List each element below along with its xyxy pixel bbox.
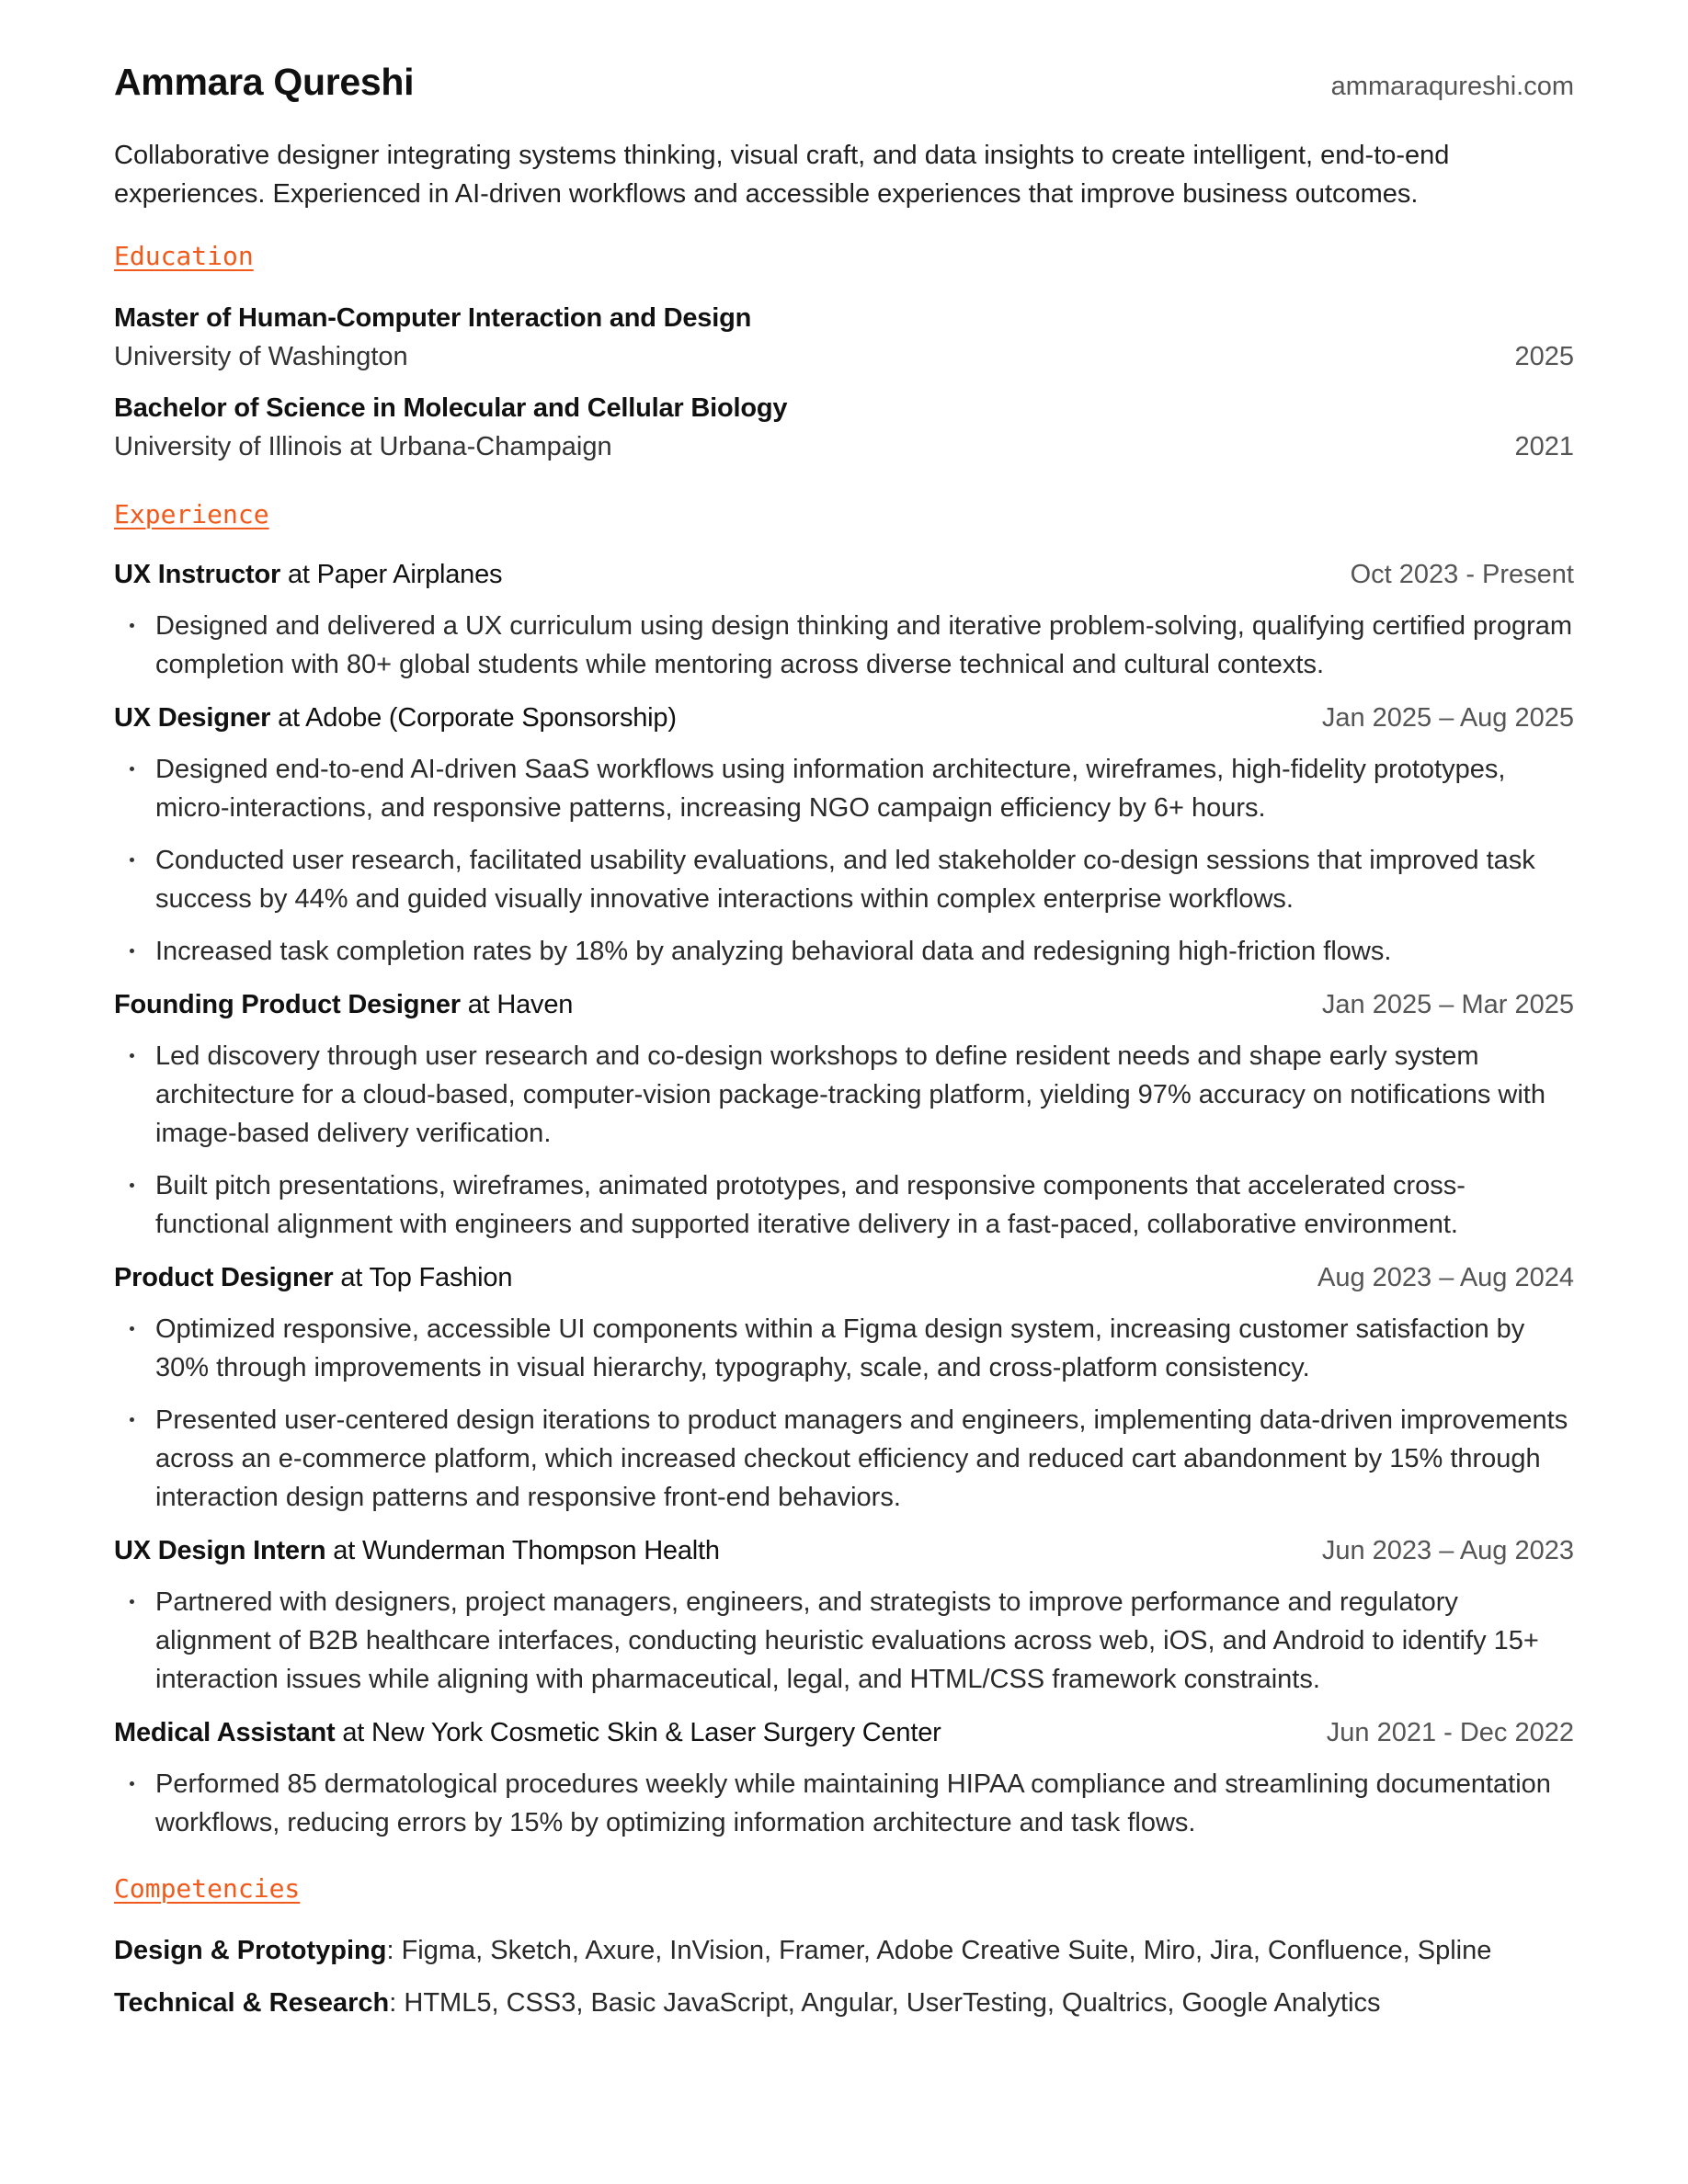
job-connector: at	[460, 990, 497, 1019]
job-connector: at	[333, 1263, 370, 1292]
bullet-dot-icon	[130, 623, 134, 628]
job-bullets	[114, 1583, 1574, 1699]
bullet-dot-icon	[130, 1781, 134, 1786]
job-title	[114, 1713, 941, 1752]
job-role: UX Instructor	[114, 560, 281, 589]
bullet-text: Presented user-centered design iterations to product managers and engineers, implementing data-driven improvements across an e-commerce platform, which increased checkout efficiency and reduced cart abandonment by 15% through interaction design patterns and responsive front-end behaviors.	[155, 1405, 1568, 1512]
job-header	[114, 985, 1574, 1024]
education-heading: Education	[114, 241, 254, 271]
job-bullets	[114, 1037, 1574, 1244]
competency-row	[114, 1931, 1574, 1970]
job-bullet	[114, 1166, 1574, 1244]
job-bullet	[114, 750, 1574, 827]
bullet-text: Performed 85 dermatological procedures weekly while maintaining HIPAA compliance and streamlining documentation workflows, reducing errors by 15% by optimizing information architecture and task flows.	[155, 1769, 1551, 1837]
bullet-text: Built pitch presentations, wireframes, animated prototypes, and responsive components that accelerated cross-functional alignment with engineers and supported iterative delivery in a fast-paced, collaborative environment.	[155, 1171, 1466, 1239]
job-entry	[114, 985, 1574, 1244]
job-bullets	[114, 1310, 1574, 1517]
job-title	[114, 699, 677, 737]
job-entry	[114, 1713, 1574, 1842]
competency-value: Figma, Sketch, Axure, InVision, Framer, Adobe Creative Suite, Miro, Jira, Confluence, Spline	[401, 1936, 1492, 1965]
job-role: UX Design Intern	[114, 1536, 326, 1565]
job-entry	[114, 699, 1574, 971]
competency-label: Technical & Research	[114, 1988, 390, 2018]
job-dates: Jan 2025 – Mar 2025	[1321, 990, 1574, 1019]
competencies-heading: Competencies	[114, 1873, 301, 1904]
job-bullet	[114, 607, 1574, 684]
graduation-year: 2021	[1514, 432, 1574, 461]
job-connector: at	[335, 1718, 371, 1747]
competency-separator: :	[389, 1988, 405, 2018]
job-connector: at	[325, 1536, 362, 1565]
bullet-dot-icon	[130, 858, 134, 862]
candidate-name: Ammara Qureshi	[114, 61, 415, 103]
job-entry	[114, 1258, 1574, 1517]
job-bullet	[114, 1037, 1574, 1153]
bullet-dot-icon	[130, 767, 134, 771]
bullet-dot-icon	[130, 949, 134, 953]
bullet-dot-icon	[130, 1183, 134, 1188]
job-connector: at	[280, 560, 317, 589]
profile-summary: Collaborative designer integrating systems thinking, visual craft, and data insights to create intelligent, end-to-end experiences. Experienced in AI-driven workflows and accessible experiences that improve business outcomes.	[114, 141, 1450, 209]
resume-page	[114, 61, 1574, 2036]
job-company: Top Fashion	[369, 1263, 513, 1292]
education-section	[114, 241, 1574, 466]
school-name: University of Illinois at Urbana-Champaign	[114, 432, 612, 461]
job-company: New York Cosmetic Skin & Laser Surgery Center	[371, 1718, 941, 1747]
school-name: University of Washington	[114, 342, 408, 371]
competency-row	[114, 1984, 1574, 2022]
job-bullet	[114, 1765, 1574, 1842]
job-dates: Jun 2023 – Aug 2023	[1321, 1536, 1574, 1565]
job-role: Product Designer	[114, 1263, 334, 1292]
bullet-dot-icon	[130, 1599, 134, 1604]
experience-list	[114, 555, 1574, 1842]
job-header	[114, 1258, 1574, 1297]
job-company: Wunderman Thompson Health	[361, 1536, 720, 1565]
job-entry	[114, 1531, 1574, 1699]
bullet-text: Conducted user research, facilitated usability evaluations, and led stakeholder co-design sessions that improved task success by 44% and guided visually innovative interactions within complex enterprise workflows.	[155, 846, 1535, 914]
job-company: Paper Airplanes	[316, 560, 503, 589]
competency-separator: :	[386, 1936, 402, 1965]
competency-value: HTML5, CSS3, Basic JavaScript, Angular, UserTesting, Qualtrics, Google Analytics	[404, 1988, 1381, 2018]
degree-title: Bachelor of Science in Molecular and Cellular Biology	[114, 393, 788, 423]
education-item	[114, 389, 1574, 466]
job-header	[114, 1531, 1574, 1570]
experience-section	[114, 499, 1574, 1842]
graduation-year: 2025	[1514, 342, 1574, 371]
bullet-text: Designed and delivered a UX curriculum using design thinking and iterative problem-solving, qualifying certified program completion with 80+ global students while mentoring across diverse technical and cultural contexts.	[155, 611, 1573, 679]
job-dates: Aug 2023 – Aug 2024	[1317, 1263, 1574, 1292]
job-role: UX Designer	[114, 703, 271, 733]
job-bullets	[114, 607, 1574, 684]
job-company: Adobe (Corporate Sponsorship)	[305, 703, 677, 733]
job-title	[114, 1258, 512, 1297]
website-link[interactable]: ammaraqureshi.com	[1330, 72, 1574, 101]
job-dates: Jun 2021 - Dec 2022	[1326, 1718, 1574, 1747]
competencies-list	[114, 1931, 1574, 2022]
job-title	[114, 1531, 720, 1570]
education-item	[114, 299, 1574, 376]
job-bullet	[114, 932, 1574, 971]
job-role: Medical Assistant	[114, 1718, 336, 1747]
job-bullet	[114, 1583, 1574, 1699]
job-company: Haven	[496, 990, 574, 1019]
job-bullet	[114, 1401, 1574, 1517]
job-header	[114, 1713, 1574, 1752]
bullet-text: Increased task completion rates by 18% by analyzing behavioral data and redesigning high-friction flows.	[155, 937, 1392, 966]
bullet-text: Partnered with designers, project managers, engineers, and strategists to improve performance and regulatory alignment of B2B healthcare interfaces, conducting heuristic evaluations across web, iOS, and Android to identify 15+ interaction issues while aligning with pharmaceutical, legal, and HTML/CSS framework constraints.	[155, 1587, 1539, 1694]
job-connector: at	[270, 703, 306, 733]
job-bullet	[114, 1310, 1574, 1387]
job-title	[114, 555, 502, 594]
bullet-text: Designed end-to-end AI-driven SaaS workflows using information architecture, wireframes, high-fidelity prototypes, micro-interactions, and responsive patterns, increasing NGO campaign efficiency by 6+ hours.	[155, 755, 1506, 823]
job-bullet	[114, 841, 1574, 918]
education-detail-row	[114, 337, 1574, 376]
degree-title: Master of Human-Computer Interaction and Design	[114, 303, 752, 333]
job-dates: Oct 2023 - Present	[1350, 560, 1574, 589]
bullet-dot-icon	[130, 1326, 134, 1331]
job-title	[114, 985, 573, 1024]
bullet-text: Led discovery through user research and co-design workshops to define resident needs and shape early system architecture for a cloud-based, computer-vision package-tracking platform, yielding 97% accuracy on notifications with image-based delivery verification.	[155, 1041, 1545, 1148]
education-list	[114, 299, 1574, 466]
job-header	[114, 699, 1574, 737]
job-dates: Jan 2025 – Aug 2025	[1321, 703, 1574, 733]
job-entry	[114, 555, 1574, 684]
bullet-dot-icon	[130, 1053, 134, 1058]
experience-heading: Experience	[114, 499, 269, 529]
bullet-dot-icon	[130, 1417, 134, 1422]
job-role: Founding Product Designer	[114, 990, 461, 1019]
resume-header	[114, 61, 1574, 123]
job-header	[114, 555, 1574, 594]
job-bullets	[114, 750, 1574, 971]
job-bullets	[114, 1765, 1574, 1842]
education-detail-row	[114, 427, 1574, 466]
bullet-text: Optimized responsive, accessible UI components within a Figma design system, increasing customer satisfaction by 30% through improvements in visual hierarchy, typography, scale, and cross-platform consistency.	[155, 1314, 1525, 1382]
competency-label: Design & Prototyping	[114, 1936, 387, 1965]
competencies-section	[114, 1873, 1574, 2022]
